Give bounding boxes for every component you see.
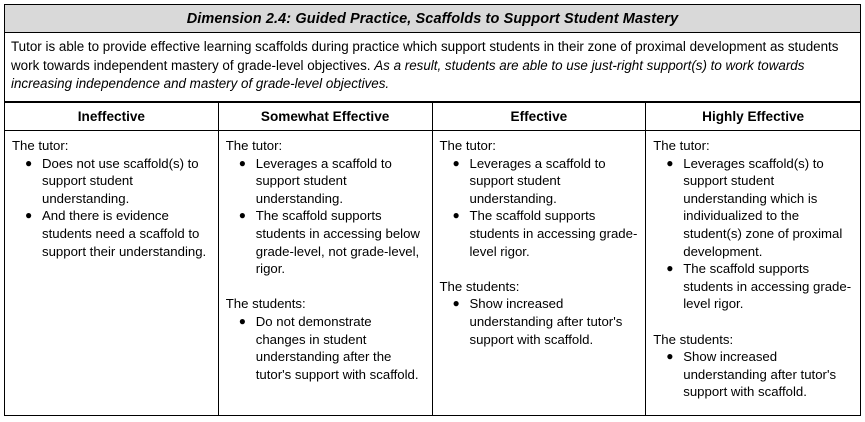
criteria-text: The scaffold supports students in accessing grade-level rigor. [683, 261, 852, 312]
section-lead: The tutor: [439, 138, 496, 153]
criteria-item [440, 207, 639, 260]
dimension-title-band [4, 4, 861, 33]
criteria-item [226, 207, 425, 277]
section-lead: The tutor: [225, 138, 283, 153]
criteria-text: The scaffold supports students in accessing grade-level rigor. [469, 208, 638, 259]
criteria-item [226, 155, 425, 208]
bullet-icon: ● [666, 261, 674, 276]
criteria-text: Leverages a scaffold to support student understanding. [255, 155, 392, 206]
dimension-description-cell [4, 33, 861, 102]
criteria-list [440, 155, 639, 261]
section-spacer [653, 313, 853, 331]
rating-column-somewhat-effective [219, 102, 433, 415]
description-roman-text: Tutor is able to provide effective learning scaffolds during practice which support students in their zone of proximal development as students work towards independent mastery of grade-level objectives. [11, 39, 839, 73]
dimension-title: Dimension 2.4: Guided Practice, Scaffolds to Support Student Mastery [186, 10, 679, 27]
rating-column-effective [433, 102, 647, 415]
bullet-icon: ● [452, 296, 460, 311]
column-body-highly-effective [646, 131, 860, 415]
column-body-ineffective [5, 131, 218, 415]
bullet-icon: ● [238, 208, 246, 223]
rating-column-highly-effective [646, 102, 860, 415]
bullet-icon: ● [452, 155, 460, 170]
criteria-item [440, 295, 639, 348]
column-body-somewhat-effective [219, 131, 432, 415]
criteria-list [12, 155, 211, 261]
criteria-item [653, 155, 853, 261]
column-header-highly-effective: Highly Effective [646, 102, 860, 131]
criteria-item [12, 207, 211, 260]
section-lead: The students: [225, 296, 306, 312]
criteria-list [653, 155, 853, 313]
criteria-text: Show increased understanding after tutor's support with scaffold. [683, 349, 837, 400]
criteria-list [226, 313, 425, 383]
bullet-icon: ● [666, 155, 674, 170]
bullet-icon: ● [238, 313, 246, 328]
criteria-text: Show increased understanding after tutor's support with scaffold. [469, 296, 623, 347]
criteria-list [226, 155, 425, 278]
section-lead: The tutor: [12, 138, 69, 153]
rating-column-ineffective [5, 102, 219, 415]
bullet-icon: ● [25, 208, 33, 223]
criteria-text: Leverages scaffold(s) to support student understanding which is individualized to the student(s) zone of proximal development. [683, 155, 843, 259]
criteria-item [226, 313, 425, 383]
bullet-icon: ● [25, 155, 33, 170]
column-header-effective: Effective [433, 102, 646, 131]
criteria-item [653, 348, 853, 401]
section-lead: The students: [439, 278, 520, 294]
dimension-description [11, 38, 854, 94]
rubric-table [4, 4, 861, 416]
column-header-somewhat-effective: Somewhat Effective [219, 102, 432, 131]
section-lead: The tutor: [653, 138, 710, 153]
criteria-item [440, 155, 639, 208]
section-spacer [440, 260, 639, 278]
criteria-list [440, 295, 639, 348]
criteria-text: The scaffold supports students in accessing below grade-level, not grade-level, rigor. [255, 208, 420, 277]
column-body-effective [433, 131, 646, 415]
criteria-text: Do not demonstrate changes in student understanding after the tutor's support with scaffold. [255, 313, 419, 382]
criteria-list [653, 348, 853, 401]
bullet-icon: ● [452, 208, 460, 223]
description-italic-text: As a result, students are able to use just-right support(s) to work towards increasing independence and mastery of grade-level objectives. [11, 57, 805, 92]
bullet-icon: ● [238, 155, 246, 170]
criteria-text: And there is evidence students need a scaffold to support their understanding. [42, 208, 207, 259]
section-spacer [226, 278, 425, 296]
criteria-item [12, 155, 211, 208]
column-header-ineffective: Ineffective [5, 102, 218, 131]
criteria-text: Does not use scaffold(s) to support student understanding. [42, 155, 199, 206]
rating-columns [4, 102, 861, 416]
section-lead: The students: [653, 331, 734, 347]
criteria-item [653, 260, 853, 313]
bullet-icon: ● [666, 349, 674, 364]
criteria-text: Leverages a scaffold to support student understanding. [469, 155, 606, 206]
